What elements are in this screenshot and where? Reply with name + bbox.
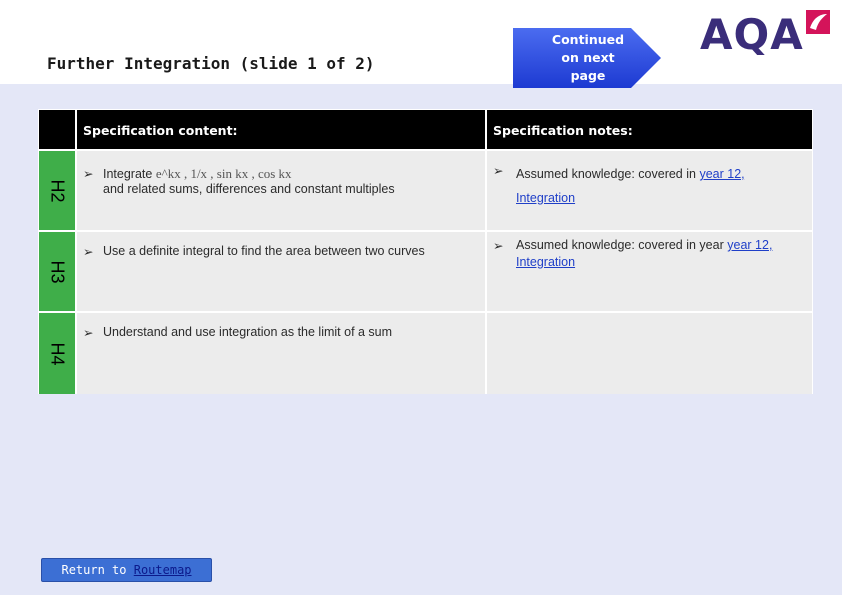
row-notes-h4 bbox=[487, 313, 812, 394]
row-code-label: H4 bbox=[47, 341, 68, 366]
spec-content-heading: Specification content: bbox=[83, 123, 238, 138]
notes-text: Assumed knowledge: covered in year bbox=[516, 238, 724, 252]
notes-text: Assumed knowledge: covered in bbox=[516, 167, 696, 181]
row-code-h4 bbox=[39, 313, 75, 394]
routemap-link[interactable]: Routemap bbox=[133, 563, 192, 577]
row-code-label: H2 bbox=[47, 178, 68, 203]
aqa-logo-icon bbox=[804, 8, 832, 38]
row-code-label: H3 bbox=[47, 259, 68, 284]
content-suffix: and related sums, differences and constant multiples bbox=[103, 182, 395, 196]
header-code-cell bbox=[39, 110, 75, 149]
row-code-h3 bbox=[39, 232, 75, 311]
return-to-routemap-button[interactable] bbox=[41, 558, 212, 582]
continued-next-page-button[interactable] bbox=[513, 28, 661, 88]
row-content-h2 bbox=[77, 151, 485, 230]
arrow-bullet-icon: ➢ bbox=[83, 166, 94, 181]
arrow-bullet-icon: ➢ bbox=[83, 325, 94, 340]
arrow-bullet-icon: ➢ bbox=[83, 244, 94, 259]
aqa-logo bbox=[700, 8, 834, 58]
header-content-cell bbox=[77, 110, 485, 149]
content-continuation bbox=[103, 181, 481, 198]
content-prefix: Integrate bbox=[103, 167, 153, 181]
spec-notes-heading: Specification notes: bbox=[493, 123, 633, 138]
content-text: Use a definite integral to find the area between two curves bbox=[103, 244, 425, 258]
continued-line-1: Continued bbox=[551, 32, 625, 47]
header-notes-cell bbox=[487, 110, 812, 149]
arrow-bullet-icon: ➢ bbox=[493, 238, 504, 253]
row-content-h4 bbox=[77, 313, 485, 394]
logo-text: AQA bbox=[700, 10, 804, 59]
row-code-h2 bbox=[39, 151, 75, 230]
continued-line-3: page bbox=[570, 68, 606, 83]
continued-label bbox=[533, 31, 643, 85]
arrow-bullet-icon: ➢ bbox=[493, 163, 504, 178]
row-content-h3 bbox=[77, 232, 485, 311]
page-title: Further Integration (slide 1 of 2) bbox=[47, 54, 375, 73]
row-notes-h3 bbox=[487, 232, 812, 311]
content-text: Understand and use integration as the limit of a sum bbox=[103, 325, 393, 339]
year12-integration-link[interactable]: year 12, Integration bbox=[516, 167, 745, 205]
row-notes-h2 bbox=[487, 151, 812, 230]
return-prefix: Return to bbox=[61, 563, 127, 577]
specification-table bbox=[38, 109, 813, 394]
content-math: e^kx , 1/x , sin kx , cos kx bbox=[155, 166, 292, 181]
continued-line-2: on next bbox=[561, 50, 615, 65]
year12-integration-link[interactable]: year 12, Integration bbox=[516, 238, 773, 269]
